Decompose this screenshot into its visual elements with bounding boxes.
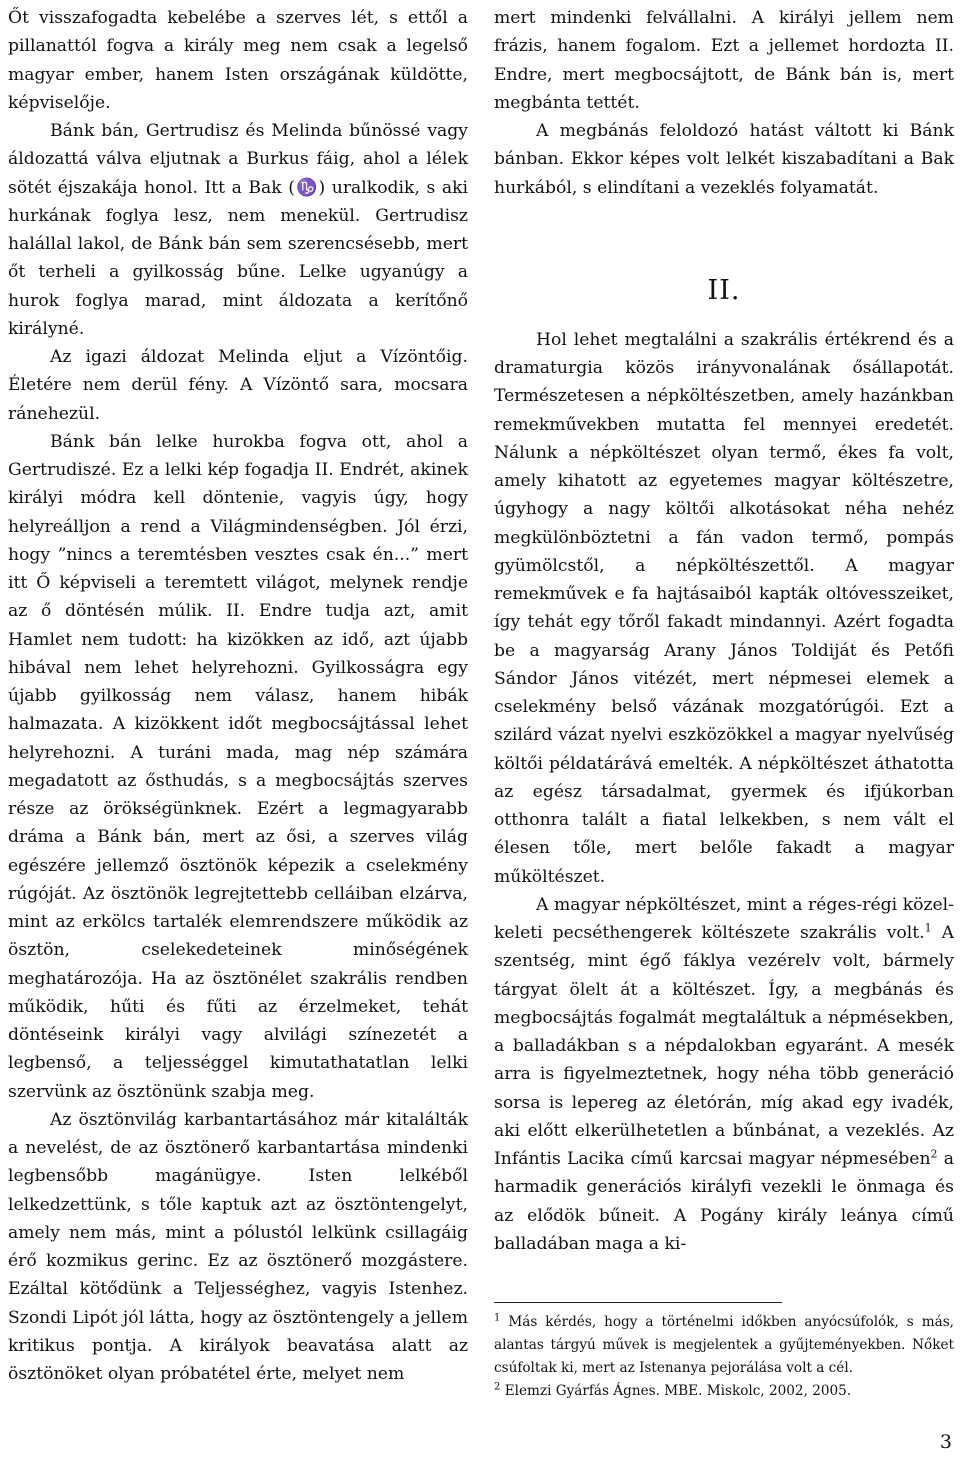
paragraph: Őt visszafogadta kebelébe a szerves lét, s ettől a pillanattól fogva a király meg nem csak a legelső magyar ember, hanem Isten országának küldötte, képviselője. bbox=[8, 8, 468, 113]
right-column bbox=[494, 4, 954, 1258]
paragraph-text: A magyar népköltészet, mint a réges-régi közel-keleti pecséthengerek költészete szakrális volt. bbox=[494, 894, 954, 943]
paragraph-text: a harmadik generációs királyfi vezekli le önmaga és az elődök bűneit. A Pogány király leánya című balladában maga a ki- bbox=[494, 1149, 954, 1254]
paragraph bbox=[494, 891, 954, 1258]
paragraph-text: A szentség, mint égő fáklya vezérelv volt, bármely tárgyat ölelt át a költészet. Így, a megbánás és megbocsájtás fogalmát megtaláltuk a népmésekben, a balladákban s a népdalokban egyaránt. A mesék arra is figyelmeztetnek, hogy néha több generáció sorsa is lepereg az életórán, míg akad egy ivadék, aki előtt elkerülhetetlen a bűnbánat, a vezeklés. Az Infántis Lacika című karcsai magyar népmesében bbox=[494, 923, 954, 1169]
paragraph: Bánk bán lelke hurokba fogva ott, ahol a Gertrudiszé. Ez a lelki kép fogadja II. Endrét, akinek királyi módra kell döntenie, vagyis úgy, hogy helyreálljon a rend a Világmindenségben. Jól érzi, hogy ”nincs a teremtésben vesztes csak én...” mert itt Ő képviseli a teremtett világot, melynek rendje az ő döntésén múlik. II. Endre tudja azt, amit Hamlet nem tudott: ha kizökken az idő, azt újabb hibával nem lehet helyrehozni. Gyilkosságra egy újabb gyilkosság nem válasz, hanem hibák halmazata. A kizökkent időt megbocsájtással lehet helyrehozni. A turáni mada, mag nép számára megadatott az ősthudás, s a megbocsájtás szerves része az örökségünknek. Ezért a legmagyarabb dráma a Bánk bán, mert az ősi, a szerves világ egészére jellemző ösztönök képezik a cselekmény rúgóját. Az ösztönök legrejtettebb celláiban elzárva, mint az erkölcs tartalék elemrendszere működik az ösztön, cselekedeteinek minőségének meghatározója. Ha az ösztönélet szakrális rendben működik, hűti és fűti az érzelmeket, tehát döntéseink királyi vagy alvilági színezetét a legbenső, a teljességgel kimutathatatlan lelki szervünk az ösztönünk szabja meg. bbox=[8, 431, 468, 1102]
paragraph: Hol lehet megtalálni a szakrális értékrend és a dramaturgia közös irányvonalának ősállapotát. Természetesen a népköltészetben, amely hazánkban remekművekben mutatta fel mennyei eredetét. Nálunk a népköltészet olyan termő, ékes fa volt, amely kihatott az egyetemes magyar költészetre, úgyhogy a nagy költői alkotásokat néha nehéz megkülönböztetni a fán vadon termő, pompás gyümölcstől, a népköltészettől. A magyar remekművek e fa hajtásaiból kapták oltóvesszeiket, így tehát egy tőről fakadt mindannyi. Azért fogadta be a magyarság Arany János Toldiját és Petőfi Sándor János vitézét, mert népmesei elemek a cselekmény belső vázának mozgatórúgói. Ezt a szilárd vázat nyelvi eszközökkel a magyar nyelvűség költői példatárává emelték. A népköltészet áthatotta az egész társadalmat, gyermek és ifjúkorban otthonra talált a fiatal lelkekben, s nem vált el élesen tőle, mert belőle fakadt a magyar műköltészet. bbox=[494, 329, 954, 887]
footnote bbox=[494, 1380, 954, 1403]
paragraph: Bánk bán, Gertrudisz és Melinda bűnössé vagy áldozattá válva eljutnak a Burkus fáig, ahol a lélek sötét éjszakája honol. Itt a Bak (♑) uralkodik, s aki hurkának foglya lesz, nem menekül. Gertrudisz halállal lakol, de Bánk bán sem szerencsésebb, mert őt terheli a gyilkosság bűne. Lelke ugyanúgy a hurok foglya marad, mint áldozata a kerítőnő királyné. bbox=[8, 121, 468, 339]
paragraph: A megbánás feloldozó hatást váltott ki Bánk bánban. Ekkor képes volt lelkét kiszabadítani a Bak hurkából, s elindítani a vezeklés folyamatát. bbox=[494, 121, 954, 198]
section-heading: II. bbox=[707, 274, 741, 306]
footnote-mark: 2 bbox=[494, 1381, 501, 1393]
footnote-text: Más kérdés, hogy a történelmi időkben anyócsúfolók, s más, alantas tárgyú művek is megjelentek a gyűjteményekben. Nőket csúfoltak ki, mert az Istenanya pejorálása volt a cél. bbox=[494, 1314, 954, 1376]
footnote bbox=[494, 1311, 954, 1380]
left-column bbox=[8, 4, 468, 1388]
footnote-mark: 1 bbox=[494, 1312, 501, 1324]
paragraph: mert mindenki felvállalni. A királyi jellem nem frázis, hanem fogalom. Ezt a jellemet hordozta II. Endre, mert megbocsájtott, de Bánk bán is, mert megbánta tettét. bbox=[494, 8, 954, 113]
footnote-text: Elemzi Gyárfás Ágnes. MBE. Miskolc, 2002, 2005. bbox=[500, 1383, 852, 1399]
footnote-ref: 2 bbox=[930, 1147, 938, 1161]
footnote-divider bbox=[494, 1302, 782, 1303]
footnotes bbox=[494, 1311, 954, 1403]
paragraph: Az ösztönvilág karbantartásához már kitalálták a nevelést, de az ösztönerő karbantartása mindenki legbensőbb magánügye. Isten lelkéből lelkedzettünk, s tőle kaptuk azt az ösztöntengelyt, amely nem más, mint a pólustól lelkünk csillagáig érő kozmikus gerinc. Ez az ösztönerő mozgástere. Ezáltal kötődünk a Teljességhez, vagyis Istenhez. Szondi Lipót jól látta, hogy az ösztöntengely a jellem kritikus pontja. A királyok beavatása alatt az ösztönöket olyan próbatétel érte, melyet nem bbox=[8, 1109, 468, 1384]
paragraph: Az igazi áldozat Melinda eljut a Vízöntőig. Életére nem derül fény. A Vízöntő sara, mocsara ránehezül. bbox=[8, 347, 468, 424]
footnote-ref: 1 bbox=[924, 921, 932, 935]
page-number: 3 bbox=[939, 1431, 952, 1453]
